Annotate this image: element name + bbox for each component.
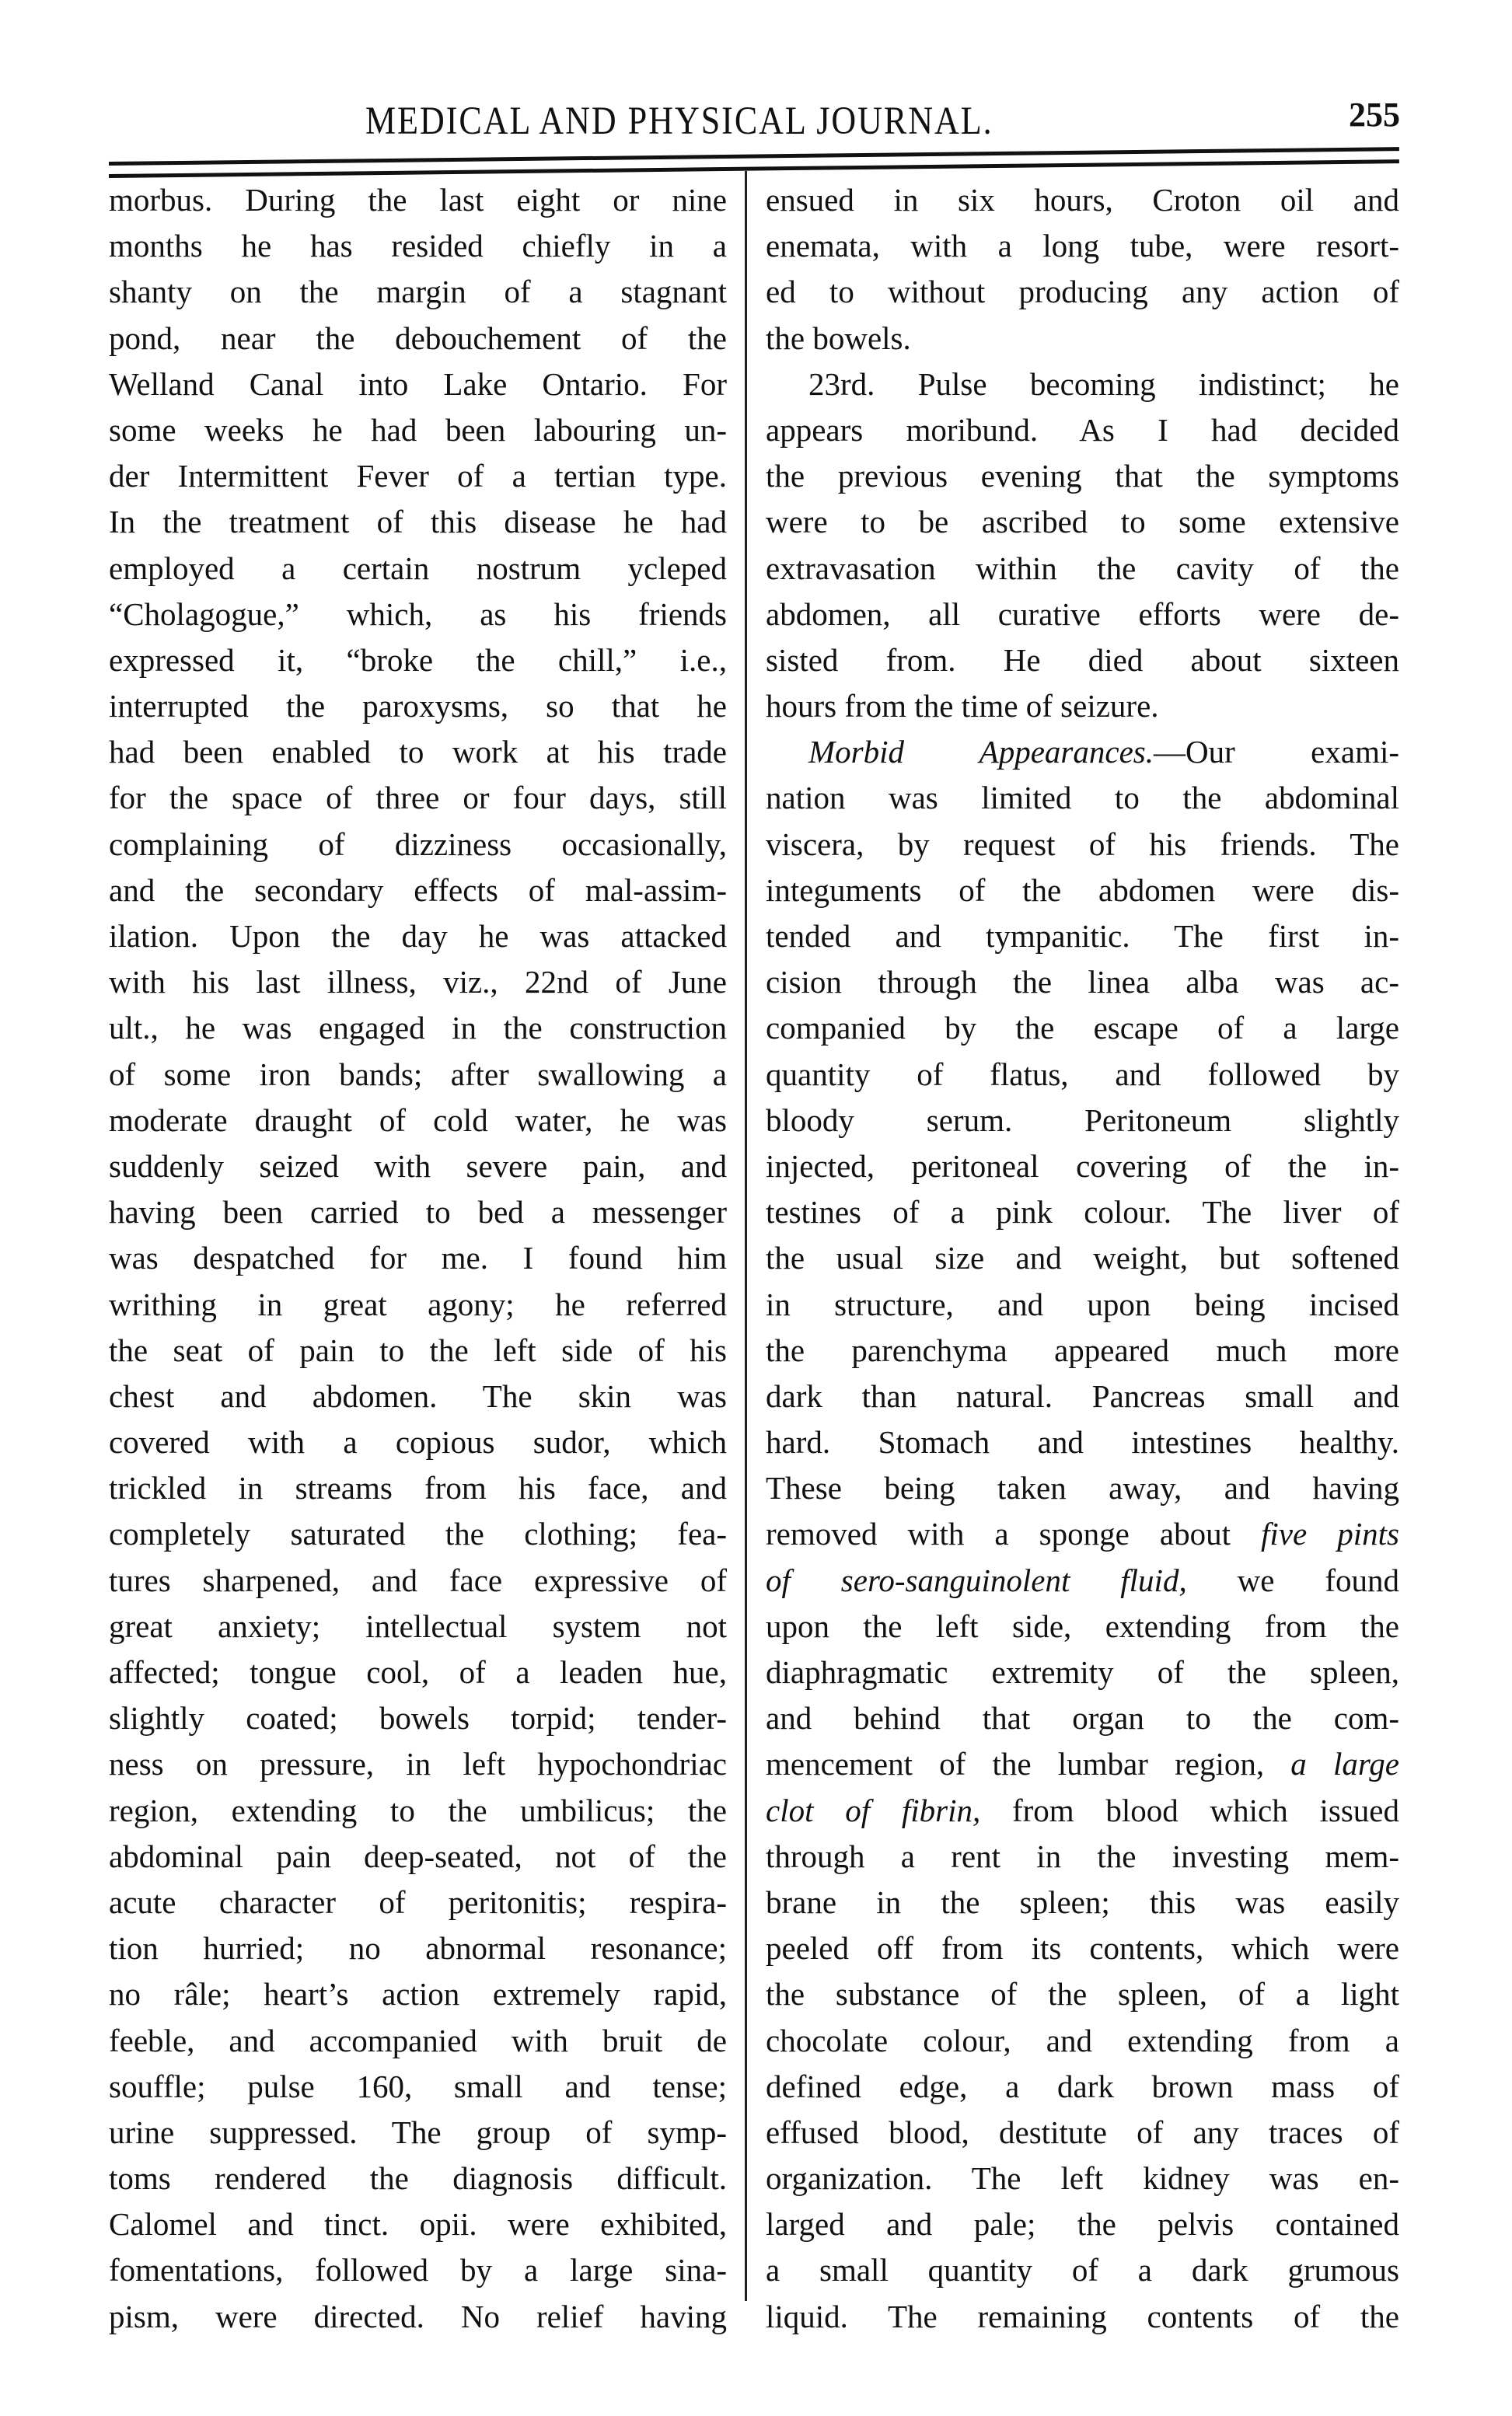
text-line: In the treatment of this disease he had	[109, 504, 727, 540]
text-line: suddenly seized with severe pain, and	[109, 1147, 727, 1184]
text-line: trickled in streams from his face, and	[109, 1470, 727, 1507]
text-run: —Our exami-	[1153, 734, 1399, 770]
text-line	[766, 1788, 1399, 1834]
text-line: the bowels.	[766, 319, 911, 356]
text-line: hours from the time of seizure.	[766, 688, 1159, 724]
text-line: brane in the spleen; this was easily	[766, 1884, 1399, 1920]
text-line: through a rent in the investing mem-	[766, 1838, 1399, 1874]
text-line: enemata, with a long tube, were resort-	[766, 228, 1399, 264]
text-run: we found	[1186, 1562, 1399, 1598]
text-run: removed with a sponge about	[766, 1516, 1262, 1552]
text-line: chocolate colour, and extending from a	[766, 2022, 1399, 2058]
text-line: defined edge, a dark brown mass of	[766, 2068, 1399, 2104]
text-line: complaining of dizziness occasionally,	[109, 826, 727, 862]
text-line: injected, peritoneal covering of the in-	[766, 1147, 1399, 1184]
text-run: from blood which issued	[980, 1792, 1399, 1828]
text-line: ult., he was engaged in the construction	[109, 1010, 727, 1046]
text-line: cision through the linea alba was ac-	[766, 964, 1399, 1000]
text-line: companied by the escape of a large	[766, 1010, 1399, 1046]
text-line: diaphragmatic extremity of the spleen,	[766, 1654, 1399, 1690]
text-line: effused blood, destitute of any traces of	[766, 2114, 1399, 2150]
text-line: the substance of the spleen, of a light	[766, 1976, 1399, 2013]
text-line: integuments of the abdomen were dis-	[766, 871, 1399, 908]
text-line: completely saturated the clothing; fea-	[109, 1516, 727, 1552]
text-line: and the secondary effects of mal-assim-	[109, 871, 727, 908]
text-line: feeble, and accompanied with bruit de	[109, 2022, 727, 2058]
text-line: in structure, and upon being incised	[766, 1286, 1399, 1322]
text-line	[766, 1741, 1399, 1787]
text-line: organization. The left kidney was en-	[766, 2160, 1399, 2197]
text-line: extravasation within the cavity of the	[766, 550, 1399, 586]
text-line: urine suppressed. The group of symp-	[109, 2114, 727, 2150]
text-line: dark than natural. Pancreas small and	[766, 1377, 1399, 1414]
section-heading-line	[766, 729, 1399, 775]
text-line: larged and pale; the pelvis contained	[766, 2206, 1399, 2243]
page-number: 255	[1349, 96, 1400, 134]
text-line: bloody serum. Peritoneum slightly	[766, 1102, 1399, 1138]
text-line: appears moribund. As I had decided	[766, 411, 1399, 448]
text-line: abdominal pain deep-seated, not of the	[109, 1838, 727, 1874]
text-line: covered with a copious sudor, which	[109, 1424, 727, 1461]
text-line: and behind that organ to the com-	[766, 1700, 1399, 1737]
text-line: toms rendered the diagnosis difficult.	[109, 2160, 727, 2197]
text-line: expressed it, “broke the chill,” i.e.,	[109, 641, 727, 678]
emphasis-five-pints: five pints	[1261, 1516, 1399, 1552]
text-line: testines of a pink colour. The liver of	[766, 1194, 1399, 1231]
text-line: morbus. During the last eight or nine	[109, 182, 727, 218]
emphasis-sero-sanguinolent-fluid: of sero-sanguinolent fluid,	[766, 1562, 1187, 1598]
text-line	[766, 1511, 1399, 1557]
left-column	[109, 177, 727, 2340]
text-line: acute character of peritonitis; respira-	[109, 1884, 727, 1920]
text-line: Calomel and tinct. opii. were exhibited,	[109, 2206, 727, 2243]
text-line: nation was limited to the abdominal	[766, 780, 1399, 816]
text-line: interrupted the paroxysms, so that he	[109, 688, 727, 724]
text-line: tures sharpened, and face expressive of	[109, 1562, 727, 1598]
text-line: Welland Canal into Lake Ontario. For	[109, 365, 727, 402]
journal-title: MEDICAL AND PHYSICAL JOURNAL.	[365, 99, 993, 143]
text-line: the parenchyma appeared much more	[766, 1332, 1399, 1368]
emphasis-clot-of-fibrin: clot of fibrin,	[766, 1792, 981, 1828]
text-line: having been carried to bed a messenger	[109, 1194, 727, 1231]
right-column	[766, 177, 1399, 2340]
text-line: the seat of pain to the left side of his	[109, 1332, 727, 1368]
text-line: quantity of flatus, and followed by	[766, 1056, 1399, 1092]
text-line: the previous evening that the symptoms	[766, 458, 1399, 494]
running-head	[0, 92, 1512, 143]
text-line: writhing in great agony; he referred	[109, 1286, 727, 1322]
section-heading-morbid-appearances: Morbid Appearances.	[808, 734, 1154, 770]
text-line: a small quantity of a dark grumous	[766, 2252, 1399, 2289]
text-line: These being taken away, and having	[766, 1470, 1399, 1507]
text-line: some weeks he had been labouring un-	[109, 411, 727, 448]
text-run: mencement of the lumbar region,	[766, 1746, 1291, 1782]
text-line: der Intermittent Fever of a tertian type.	[109, 458, 727, 494]
text-line: with his last illness, viz., 22nd of June	[109, 964, 727, 1000]
text-line: of some iron bands; after swallowing a	[109, 1056, 727, 1092]
text-line: employed a certain nostrum ycleped	[109, 550, 727, 586]
column-divider	[745, 171, 747, 2301]
text-line: ilation. Upon the day he was attacked	[109, 918, 727, 954]
text-line: great anxiety; intellectual system not	[109, 1608, 727, 1644]
text-line: had been enabled to work at his trade	[109, 734, 727, 770]
text-line	[766, 1558, 1399, 1604]
text-line: fomentations, followed by a large sina-	[109, 2252, 727, 2289]
text-line: pism, were directed. No relief having	[109, 2298, 727, 2334]
text-line: liquid. The remaining contents of the	[766, 2298, 1399, 2334]
text-line: affected; tongue cool, of a leaden hue,	[109, 1654, 727, 1690]
text-line: ensued in six hours, Croton oil and	[766, 182, 1399, 218]
text-line: sisted from. He died about sixteen	[766, 641, 1399, 678]
text-line: was despatched for me. I found him	[109, 1240, 727, 1276]
text-line: ness on pressure, in left hypochondriac	[109, 1746, 727, 1782]
text-line: region, extending to the umbilicus; the	[109, 1792, 727, 1828]
text-line: chest and abdomen. The skin was	[109, 1377, 727, 1414]
text-line: tion hurried; no abnormal resonance;	[109, 1930, 727, 1967]
text-line: peeled off from its contents, which were	[766, 1930, 1399, 1967]
text-line: for the space of three or four days, still	[109, 780, 727, 816]
text-line: the usual size and weight, but softened	[766, 1240, 1399, 1276]
text-line: slightly coated; bowels torpid; tender-	[109, 1700, 727, 1737]
text-line: abdomen, all curative efforts were de-	[766, 595, 1399, 632]
text-line: “Cholagogue,” which, as his friends	[109, 595, 727, 632]
emphasis-a-large: a large	[1290, 1746, 1399, 1782]
text-line: viscera, by request of his friends. The	[766, 826, 1399, 862]
paragraph-start-23rd: 23rd. Pulse becoming indistinct; he	[808, 365, 1399, 402]
text-line: hard. Stomach and intestines healthy.	[766, 1424, 1399, 1461]
text-line: no râle; heart’s action extremely rapid,	[109, 1976, 727, 2013]
text-line: upon the left side, extending from the	[766, 1608, 1399, 1644]
text-line: ed to without producing any action of	[766, 274, 1399, 310]
text-line: pond, near the debouchement of the	[109, 319, 727, 356]
text-line: were to be ascribed to some extensive	[766, 504, 1399, 540]
text-line: souffle; pulse 160, small and tense;	[109, 2068, 727, 2104]
text-line: shanty on the margin of a stagnant	[109, 274, 727, 310]
text-line: tended and tympanitic. The first in-	[766, 918, 1399, 954]
text-line: moderate draught of cold water, he was	[109, 1102, 727, 1138]
text-line: months he has resided chiefly in a	[109, 228, 727, 264]
